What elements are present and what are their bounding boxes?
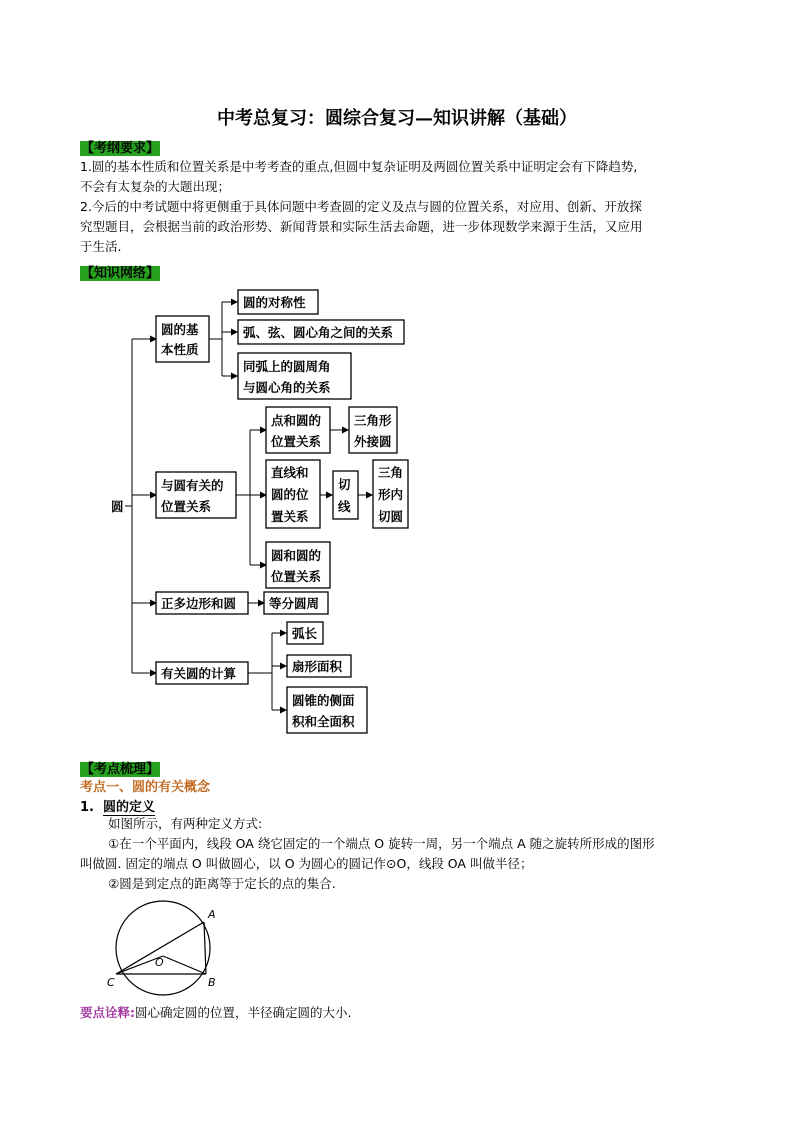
node-divide-circle: 等分圆周 — [269, 596, 320, 611]
node-circle-circle: 圆和圆的 — [271, 548, 322, 563]
circle-outline — [116, 901, 210, 995]
note-label: 要点诠释: — [80, 1005, 135, 1020]
node-arc-length: 弧长 — [292, 626, 318, 641]
outline-line: 究型题目，会根据当前的政治形势、新闻背景和实际生活去命题，进一步体现数学来源于生活，又应用 — [80, 219, 643, 234]
outline-line: 1.圆的基本性质和位置关系是中考考查的重点,但圆中复杂证明及两圆位置关系中证明定会有下降趋势, — [80, 159, 638, 174]
node-line-circle: 置关系 — [271, 509, 309, 524]
node-inscribed-angle: 同弧上的圆周角 — [243, 359, 331, 374]
node-circle-circle: 位置关系 — [271, 569, 322, 584]
label-b: B — [208, 976, 216, 989]
node-position: 位置关系 — [161, 499, 212, 514]
outline-line: 2.今后的中考试题中将更侧重于具体问题中考查圆的定义及点与圆的位置关系，对应用、创新、开放探 — [80, 199, 642, 214]
key-note — [80, 1003, 351, 1021]
key-point-1: 考点一、圆的有关概念 — [80, 780, 211, 795]
node-basic-properties: 本性质 — [161, 342, 199, 357]
node-regular-polygon: 正多边形和圆 — [161, 596, 237, 611]
node-point-circle: 位置关系 — [271, 434, 322, 449]
label-o: O — [155, 956, 164, 969]
node-circumcircle: 外接圆 — [354, 434, 392, 449]
node-cone-area: 圆锥的侧面 — [292, 693, 355, 708]
item-1-heading — [80, 796, 155, 815]
node-root: 圆 — [111, 499, 124, 514]
definition-text — [80, 814, 720, 894]
node-inscribed-angle: 与圆心角的关系 — [243, 380, 331, 395]
node-circumcircle: 三角形 — [354, 413, 392, 428]
circle-figure — [104, 898, 234, 998]
page-title: 中考总复习：圆综合复习—知识讲解（基础） — [217, 108, 577, 129]
network-heading: 【知识网络】 — [81, 266, 160, 281]
outline-line: 于生活. — [80, 239, 122, 254]
outline-line: 不会有太复杂的大题出现； — [80, 179, 231, 194]
item-1-number: 1. — [80, 800, 94, 815]
knowledge-tree — [100, 280, 440, 740]
node-line-circle: 圆的位 — [271, 487, 309, 502]
node-cone-area: 积和全面积 — [292, 714, 355, 729]
outline-text — [80, 157, 720, 257]
node-tangent: 切 — [338, 477, 351, 492]
node-arc-chord: 弧、弦、圆心角之间的关系 — [243, 325, 394, 340]
outline-heading: 【考纲要求】 — [81, 141, 160, 156]
node-incircle: 形内 — [378, 487, 404, 502]
note-text: 圆心确定圆的位置，半径确定圆的大小. — [135, 1005, 352, 1020]
node-symmetry: 圆的对称性 — [243, 295, 306, 310]
label-c: C — [107, 976, 115, 989]
node-incircle: 三角 — [378, 465, 404, 480]
review-heading: 【考点梳理】 — [81, 762, 160, 777]
node-line-circle: 直线和 — [271, 465, 309, 480]
radius-ob — [163, 956, 206, 974]
node-position: 与圆有关的 — [161, 478, 224, 493]
definition-line: 叫做圆. 固定的端点 O 叫做圆心，以 O 为圆心的圆记作⊙O，线段 OA 叫做半径； — [80, 856, 533, 871]
node-tangent: 线 — [338, 499, 351, 514]
label-a: A — [208, 908, 216, 921]
node-sector-area: 扇形面积 — [292, 659, 343, 674]
node-incircle: 切圆 — [378, 509, 404, 524]
definition-line: ②圆是到定点的距离等于定长的点的集合. — [108, 876, 336, 891]
node-calculation: 有关圆的计算 — [161, 666, 237, 681]
item-1-title: 圆的定义 — [103, 800, 156, 815]
node-point-circle: 点和圆的 — [271, 413, 322, 428]
definition-line: 如图所示，有两种定义方式: — [108, 816, 263, 831]
definition-line: ①在一个平面内，线段 OA 绕它固定的一个端点 O 旋转一周，另一个端点 A 随之旋转所形成的图形 — [108, 836, 655, 851]
node-basic-properties: 圆的基 — [161, 322, 199, 337]
